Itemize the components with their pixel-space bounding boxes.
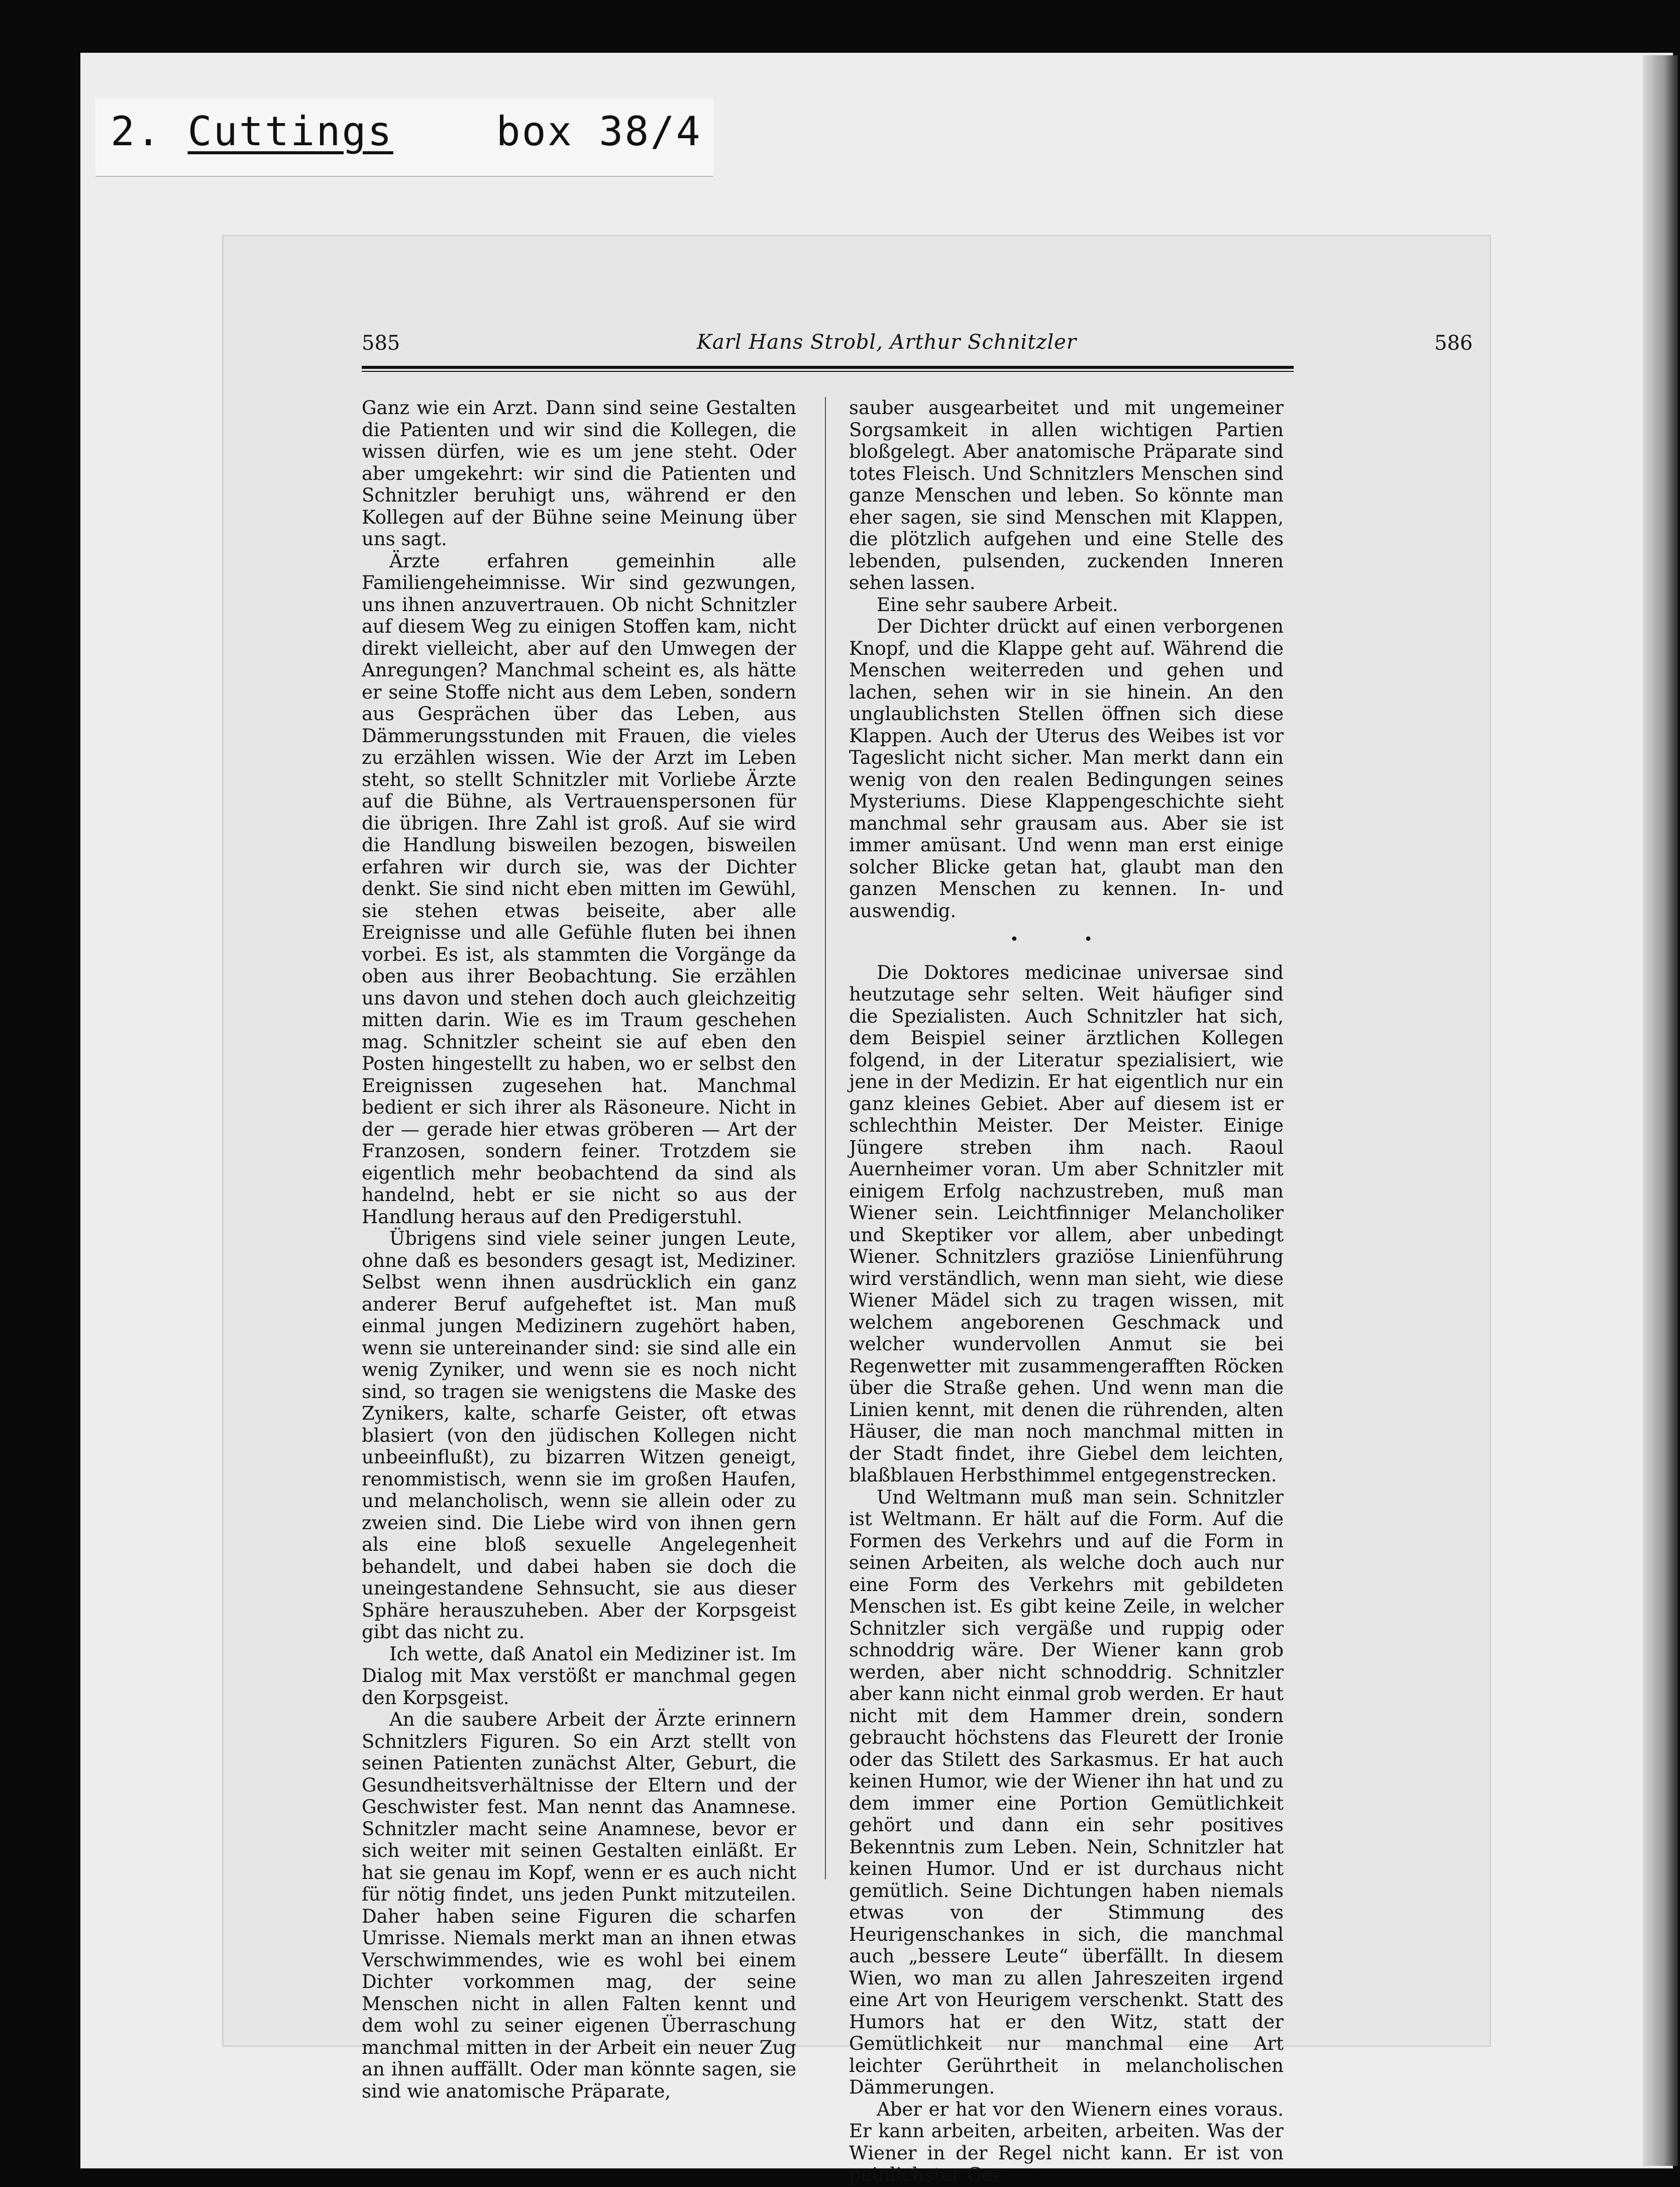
paragraph: Ganz wie ein Arzt. Dann sind seine Gestalten die Patienten und wir sind die Kollegen, die wissen dürfen, wie es um jene steht. Oder aber umgekehrt: wir sind die Patienten und Schnitzler beruhigt uns, während er den Kollegen auf der Bühne seine Meinung über uns sagt. (362, 397, 796, 550)
paragraph: Und Weltmann muß man sein. Schnitzler ist Weltmann. Er hält auf die Form. Auf die Formen des Verkehrs und auf die Form in seinen Arbeiten, als welche doch auch nur eine Form des Verkehrs mit gebildeten Menschen ist. Es gibt keine Zeile, in welcher Schnitzler sich vergäße und ruppig oder schnoddrig wäre. Der Wiener kann grob werden, aber nicht schnoddrig. Schnitzler aber kann nicht einmal grob werden. Er haut nicht mit dem Hammer drein, sondern gebraucht höchstens das Fleurett der Ironie oder das Stilett des Sarkasmus. Er hat auch keinen Humor, wie der Wiener ihn hat und zu dem immer eine Portion Gemütlichkeit gehört und dann ein sehr positives Bekenntnis zum Leben. Nein, Schnitzler hat keinen Humor. Und er ist durchaus nicht gemütlich. Seine Dichtungen haben niemals etwas von der Stimmung des Heurigenschankes in sich, die manchmal auch „bessere Leute“ überfällt. In diesem Wien, wo man zu allen Jahreszeiten irgend eine Art von Heurigem verschenkt. Statt des Humors hat er den Witz, statt der Gemütlichkeit nur manchmal eine Art leichter Gerührtheit in melancholischen Dämmerungen. (849, 1486, 1284, 2098)
section-separator: • • (1010, 931, 1123, 948)
running-head: Karl Hans Strobl, Arthur Schnitzler (697, 331, 1077, 354)
text-column-left (362, 397, 796, 2102)
label-prefix: 2. (111, 108, 162, 155)
folder-edge (1643, 55, 1678, 2166)
paragraph: An die saubere Arbeit der Ärzte erinnern Schnitzlers Figuren. So ein Arzt stellt von seinen Patienten zunächst Alter, Geburt, die Gesundheitsverhältnisse der Eltern und der Geschwister fest. Man nennt das Anamnese. Schnitzler macht seine Anamnese, bevor er sich weiter mit seinen Gestalten einläßt. Er hat sie genau im Kopf, wenn er es auch nicht für nötig findet, uns jeden Punkt mitzuteilen. Daher haben seine Figuren die scharfen Umrisse. Niemals merkt man an ihnen etwas Verschwimmendes, wie es wohl bei einem Dichter vorkommen mag, der seine Menschen nicht in allen Falten kennt und dem wohl zu seiner eigenen Überraschung manchmal mitten in der Arbeit ein neuer Zug an ihnen auffällt. Oder man könnte sagen, sie sind wie anatomische Präparate, (362, 1709, 796, 2102)
text-column-right (849, 397, 1284, 2186)
archive-label-text (111, 108, 702, 155)
label-box: box 38/4 (496, 108, 702, 155)
archive-label (95, 98, 713, 177)
paragraph: Aber er hat vor den Wienern eines voraus. Er kann arbeiten, arbeiten, arbeiten. Was der Wiener in der Regel nicht kann. Er ist von peinlichster Ge- (849, 2098, 1284, 2185)
paragraph: Eine sehr saubere Arbeit. (877, 593, 1118, 616)
newspaper-clipping (224, 236, 1490, 2185)
page-number-left: 585 (362, 332, 400, 355)
paragraph: Übrigens sind viele seiner jungen Leute, ohne daß es besonders gesagt ist, Mediziner. Selbst wenn ihnen ausdrücklich ein ganz anderer Beruf aufgeheftet ist. Man muß einmal jungen Medizinern zugehört haben, wenn sie untereinander sind: sie sind alle ein wenig Zyniker, und wenn sie es noch nicht sind, so tragen sie wenigstens die Maske des Zynikers, kalte, scharfe Geister, oft etwas blasiert (von den jüdischen Kollegen nicht unbeeinflußt), zu bizarren Witzen geneigt, renommistisch, wenn sie im großen Haufen, und melancholisch, wenn sie allein oder zu zweien sind. Die Liebe wird von ihnen gern als eine bloß sexuelle Angelegenheit behandelt, und dabei haben sie doch die uneingestandene Sehnsucht, sie aus dieser Sphäre herauszuheben. Aber der Korpsgeist gibt das nicht zu. (362, 1228, 796, 1643)
paragraph: Die Doktores medicinae universae sind heutzutage sehr selten. Weit häufiger sind die Spezialisten. Auch Schnitzler hat sich, dem Beispiel seiner ärztlichen Kollegen folgend, in der Literatur spezialisiert, wie jene in der Medizin. Er hat eigentlich nur ein ganz kleines Gebiet. Aber auf diesem ist er schlechthin Meister. Der Meister. Einige Jüngere streben ihm nach. Raoul Auernheimer voran. Um aber Schnitzler mit einigem Erfolg nachzustreben, muß man Wiener sein. Leichtfinniger Melancholiker und Skeptiker vor allem, aber unbedingt Wiener. Schnitzlers graziöse Linienführung wird verständlich, wenn man sieht, wie diese Wiener Mädel sich zu tragen wissen, mit welchem angeborenen Geschmack und welcher wundervollen Anmut sie bei Regenwetter mit zusammengerafften Röcken über die Straße gehen. Und wenn man die Linien kennt, mit denen die rührenden, alten Häuser, die man noch manchmal mitten in der Stadt findet, ihre Giebel dem leichten, blaßblauen Herbsthimmel entgegenstrecken. (849, 961, 1284, 1486)
column-divider (825, 397, 826, 1879)
paragraph: Der Dichter drückt auf einen verborgenen Knopf, und die Klappe geht auf. Während die Menschen weiterreden und gehen und lachen, sehen wir in sie hinein. An den unglaublichsten Stellen öffnen sich diese Klappen. Auch der Uterus des Weibes ist vor Tageslicht nicht sicher. Man merkt dann ein wenig von den realen Bedingungen seines Mysteriums. Diese Klappengeschichte sieht manchmal sehr grausam aus. Aber sie ist immer amüsant. Und wenn man erst einige solcher Blicke getan hat, glaubt man den ganzen Menschen zu kennen. In- und auswendig. (849, 616, 1284, 922)
page-number-right: 586 (1434, 332, 1473, 355)
header-rule (362, 366, 1294, 372)
paragraph: sauber ausgearbeitet und mit ungemeiner Sorgsamkeit in allen wichtigen Partien bloßgelegt. Aber anatomische Präparate sind totes Fleisch. Und Schnitzlers Menschen sind ganze Menschen und leben. So könnte man eher sagen, sie sind Menschen mit Klappen, die plötzlich aufgehen und eine Stelle des lebenden, pulsenden, zuckenden Inneren sehen lassen. (849, 397, 1284, 593)
label-title: Cuttings (187, 108, 393, 155)
paragraph: Ich wette, daß Anatol ein Mediziner ist. Im Dialog mit Max verstößt er manchmal gegen den Korpsgeist. (362, 1643, 796, 1709)
paragraph: Ärzte erfahren gemeinhin alle Familiengeheimnisse. Wir sind gezwungen, uns ihnen anzuvertrauen. Ob nicht Schnitzler auf diesem Weg zu einigen Stoffen kam, nicht direkt vielleicht, aber auf den Umwegen der Anregungen? Manchmal scheint es, als hätte er seine Stoffe nicht aus dem Leben, sondern aus Gesprächen über das Leben, aus Dämmerungsstunden mit Frauen, die vieles zu erzählen wissen. Wie der Arzt im Leben steht, so stellt Schnitzler mit Vorliebe Ärzte auf die Bühne, als Vertrauenspersonen für die übrigen. Ihre Zahl ist groß. Auf sie wird die Handlung bisweilen bezogen, bisweilen erfahren wir durch sie, was der Dichter denkt. Sie sind nicht eben mitten im Gewühl, sie stehen etwas beiseite, aber alle Ereignisse und alle Gefühle fluten bei ihnen vorbei. Es ist, als stammten die Vorgänge da oben aus ihrer Beobachtung. Sie erzählen uns davon und stehen doch auch gleichzeitig mitten darin. Wie es im Traum geschehen mag. Schnitzler scheint sie auf eben den Posten hingestellt zu haben, wo er selbst den Ereignissen zugesehen hat. Manchmal bedient er sich ihrer als Räsoneure. Nicht in der — gerade hier etwas gröberen — Art der Franzosen, sondern feiner. Trotzdem sie eigentlich mehr beobachtend da sind als handelnd, hebt er sie nicht so aus der Handlung heraus auf den Predigerstuhl. (362, 550, 796, 1228)
